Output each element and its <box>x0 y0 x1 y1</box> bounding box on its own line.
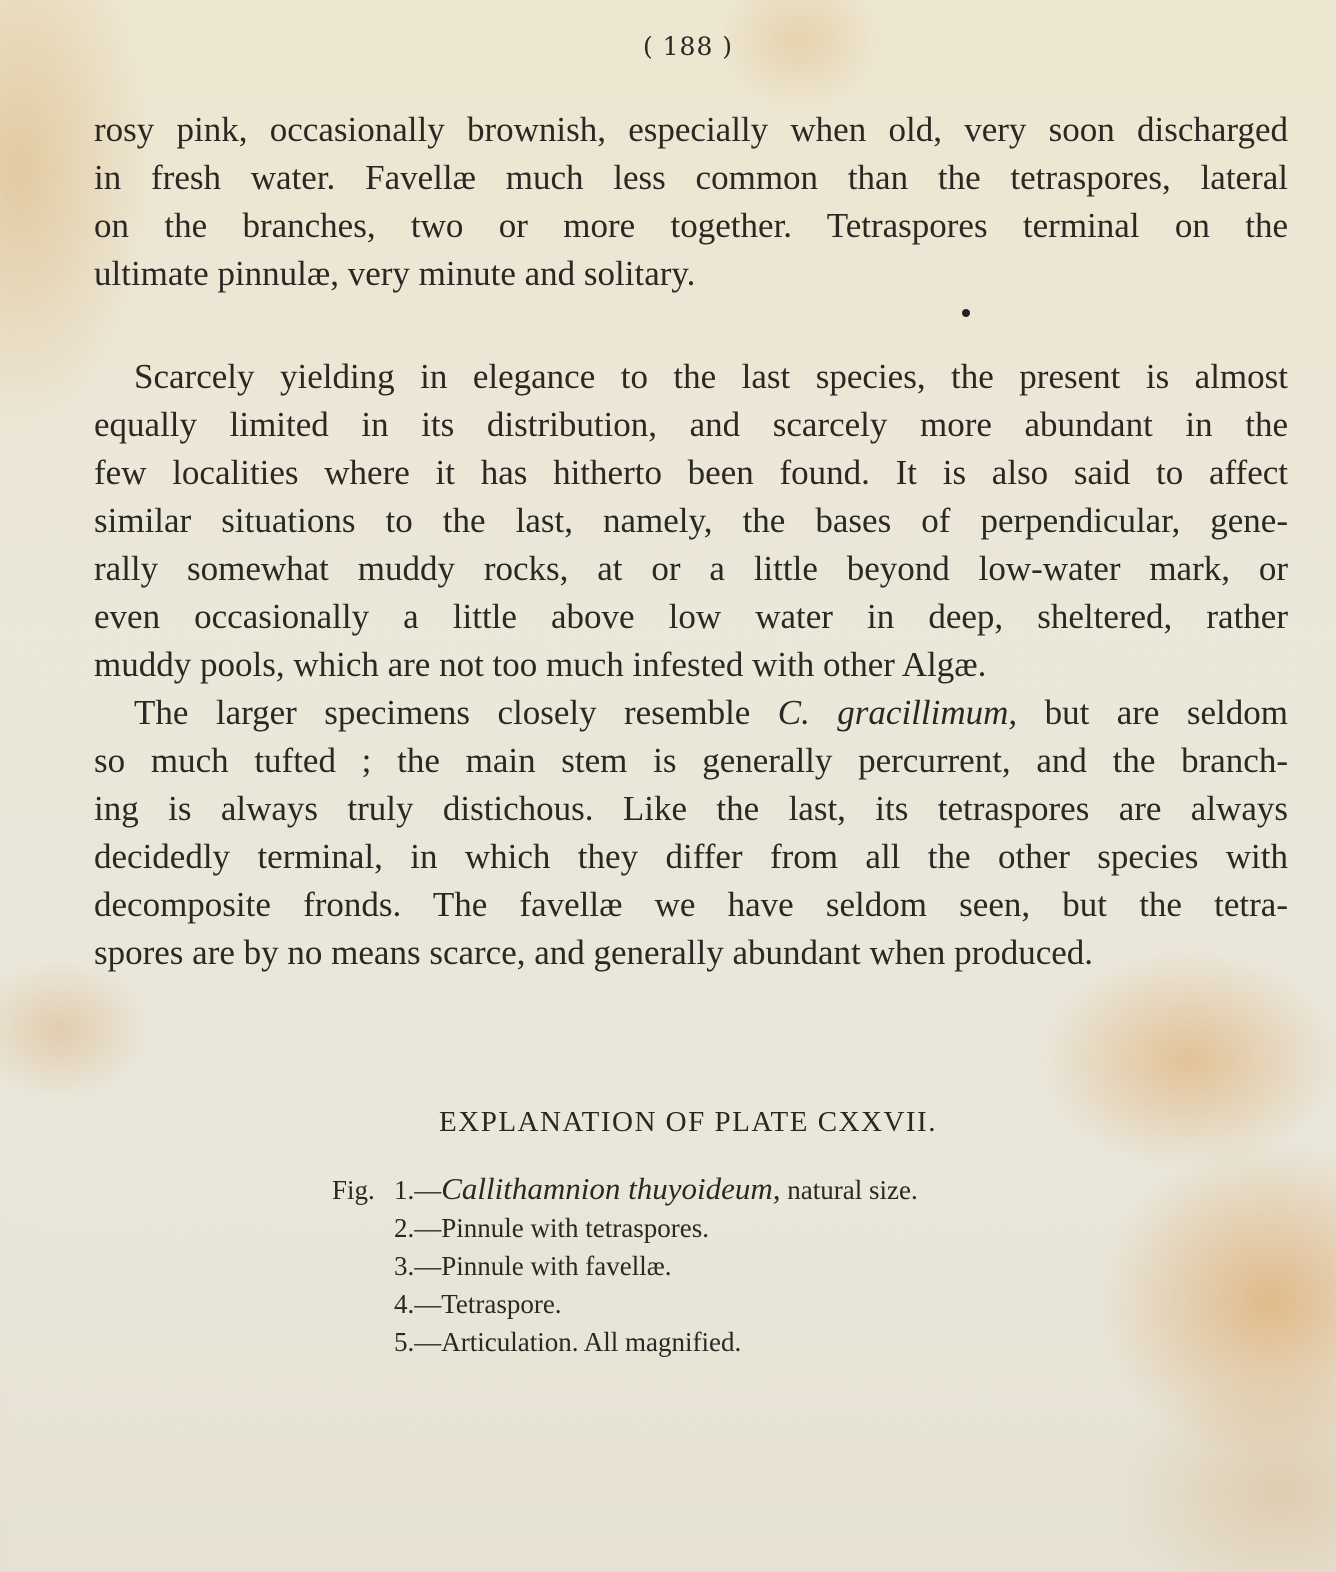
paragraph-2 <box>94 353 1288 977</box>
text-line: decomposite fronds. The favellæ we have seldom seen, but the tetra- <box>94 885 1288 924</box>
text-line: rally somewhat muddy rocks, at or a little beyond low-water mark, or <box>94 549 1288 588</box>
fig-number: 1.— <box>394 1175 442 1205</box>
text-line: Scarcely yielding in elegance to the last species, the present is almost <box>134 357 1288 396</box>
plate-title: EXPLANATION OF PLATE CXXVII. <box>439 1106 937 1138</box>
species-name: Callithamnion thuyoideum, <box>441 1171 781 1206</box>
fig-label: Fig. <box>332 1175 375 1205</box>
figure-item: 3.—Pinnule with favellæ. <box>394 1251 672 1281</box>
text-line: spores are by no means scarce, and generally abundant when produced. <box>94 933 1094 972</box>
text-line: decidedly terminal, in which they differ from all the other species with <box>94 837 1288 876</box>
figure-list <box>332 1170 918 1361</box>
text-line: muddy pools, which are not too much infested with other Algæ. <box>94 645 987 684</box>
figure-item: 2.—Pinnule with tetraspores. <box>394 1213 709 1243</box>
text-line: similar situations to the last, namely, the bases of perpendicular, gene- <box>94 501 1288 540</box>
paragraph-1 <box>94 106 1288 298</box>
text-line: in fresh water. Favellæ much less common than the tetraspores, lateral <box>94 158 1288 197</box>
text-line: equally limited in its distribution, and scarcely more abundant in the <box>94 405 1288 444</box>
text-line: few localities where it has hitherto been found. It is also said to affect <box>94 453 1288 492</box>
text-span: The larger specimens closely resemble <box>134 693 778 732</box>
ink-spot <box>962 309 970 317</box>
text-line: ing is always truly distichous. Like the last, its tetraspores are always <box>94 789 1288 828</box>
figure-item: 5.—Articulation. All magnified. <box>394 1327 742 1357</box>
text-span: but are seldom <box>1017 693 1288 732</box>
text-line: on the branches, two or more together. Tetraspores terminal on the <box>94 206 1288 245</box>
figure-item: 4.—Tetraspore. <box>394 1289 562 1319</box>
page-number: ( 188 ) <box>642 32 734 61</box>
fig-description: natural size. <box>780 1175 918 1205</box>
species-name: C. gracillimum, <box>777 693 1018 732</box>
text-line: rosy pink, occasionally brownish, especially when old, very soon discharged <box>94 110 1288 149</box>
figure-item <box>332 1170 918 1209</box>
text-line: even occasionally a little above low water in deep, sheltered, rather <box>94 597 1288 636</box>
text-line: ultimate pinnulæ, very minute and solitary. <box>94 254 696 293</box>
text-line: so much tufted ; the main stem is generally percurrent, and the branch- <box>94 741 1288 780</box>
text-line <box>94 689 1288 737</box>
